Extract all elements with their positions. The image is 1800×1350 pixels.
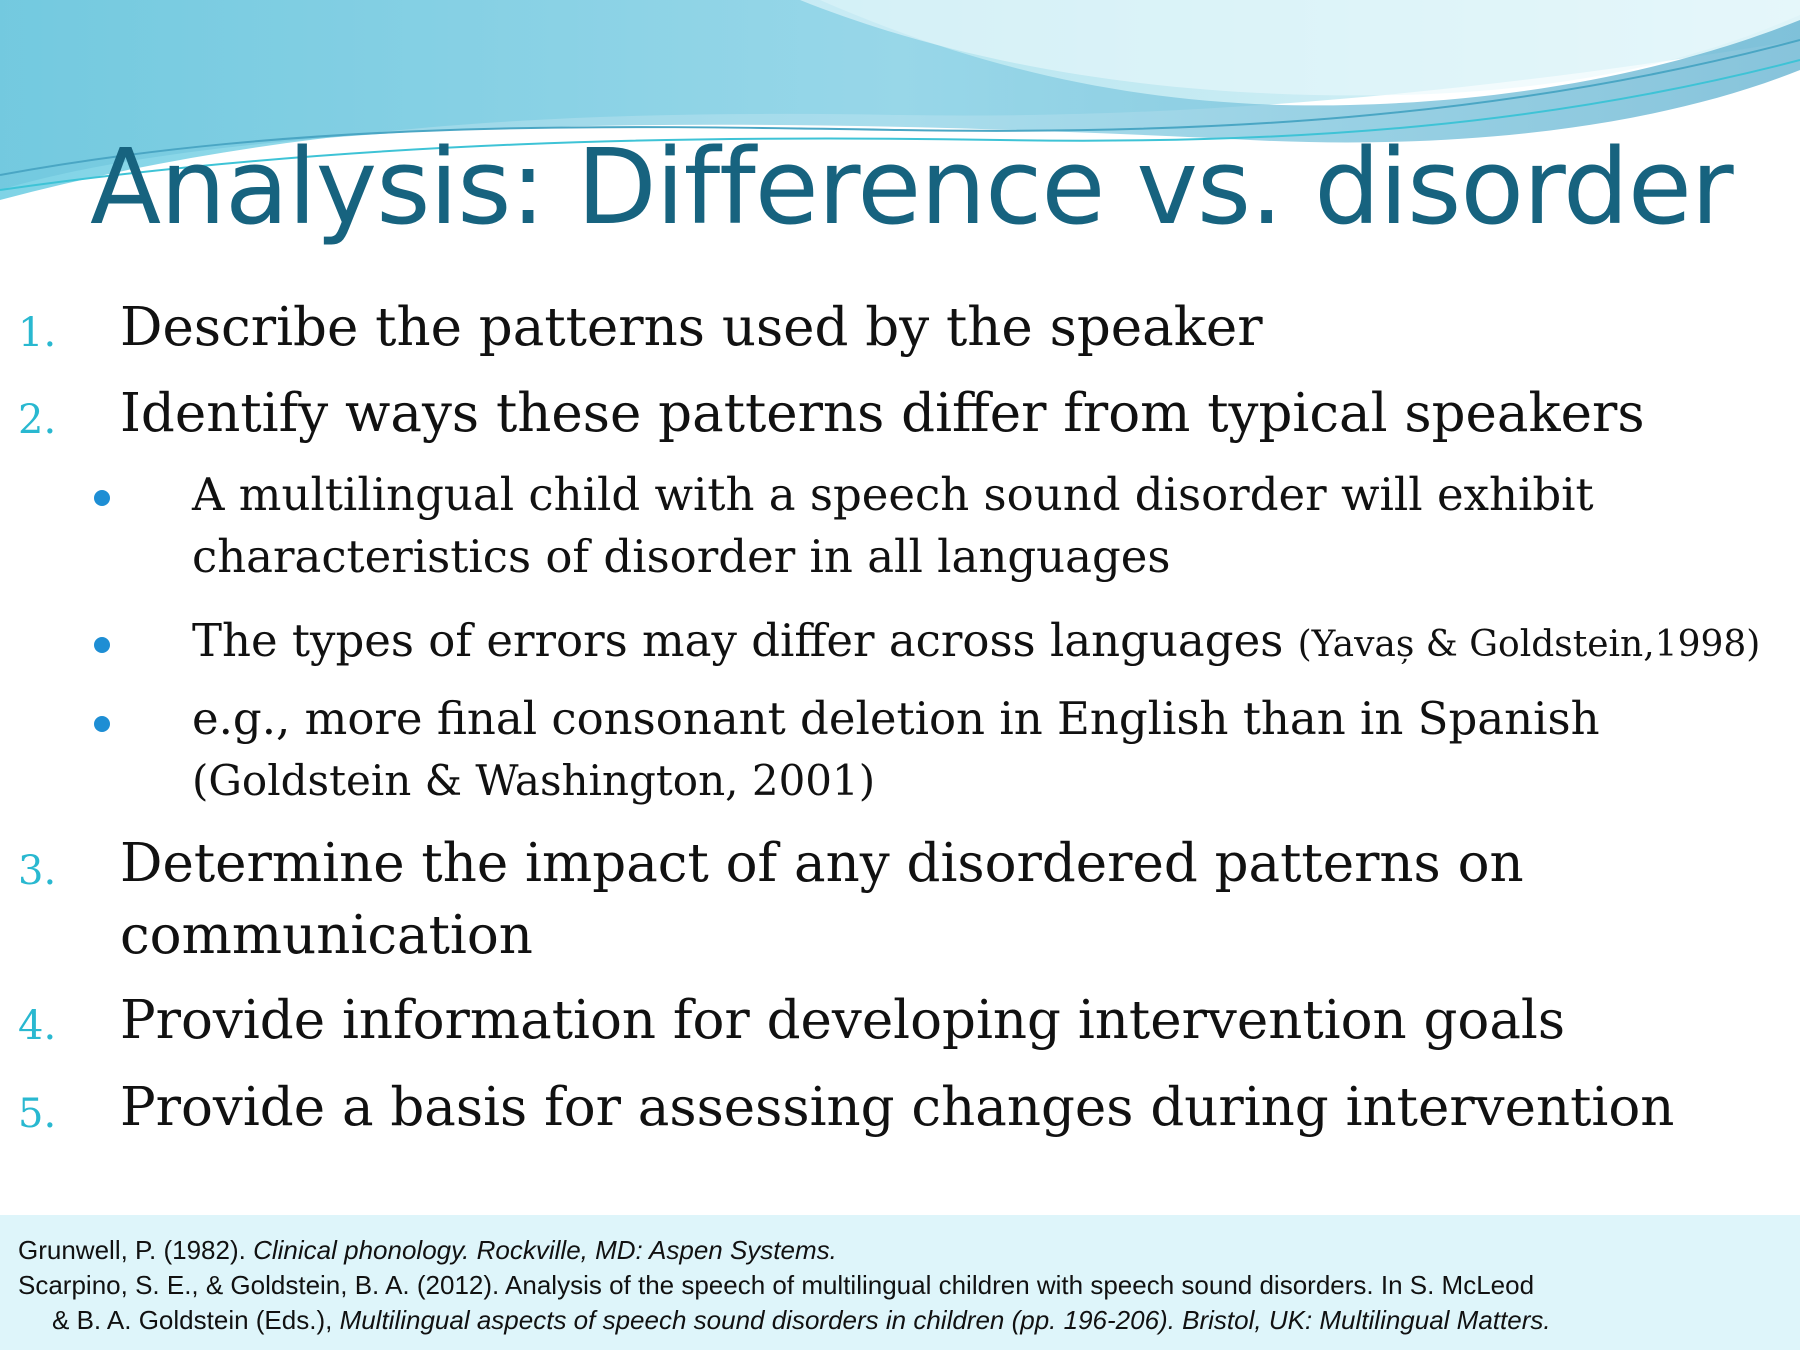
reference-italic: Clinical phonology. Rockville, MD: Aspen Systems. bbox=[253, 1235, 837, 1265]
references-band bbox=[0, 1215, 1800, 1350]
step-number: 5. bbox=[18, 1091, 57, 1137]
reference-text: Grunwell, P. (1982). bbox=[18, 1235, 254, 1265]
reference-scarpino bbox=[18, 1268, 1534, 1302]
citation: (Goldstein & Washington, 2001) bbox=[192, 756, 876, 805]
reference-text: & B. A. Goldstein (Eds.), bbox=[52, 1305, 340, 1335]
step-number: 4. bbox=[18, 1003, 57, 1049]
step-text: Provide a basis for assessing changes during intervention bbox=[120, 1077, 1675, 1138]
reference-italic: Multilingual aspects of speech sound disorders in children (pp. 196-206). Bristol, UK: Multilingual Matters. bbox=[339, 1305, 1551, 1335]
step-number: 2. bbox=[18, 397, 57, 443]
sub-bullet-body: e.g., more final consonant deletion in English than in Spanish bbox=[192, 692, 1600, 745]
sub-bullet-body: The types of errors may differ across languages bbox=[192, 614, 1284, 667]
reference-grunwell bbox=[18, 1233, 837, 1267]
sub-bullet-text bbox=[192, 688, 1782, 812]
reference-scarpino-continuation bbox=[52, 1303, 1551, 1337]
sub-bullet-text bbox=[192, 610, 1782, 676]
bullet-dot-icon bbox=[94, 716, 110, 732]
step-number: 1. bbox=[18, 310, 57, 356]
sub-bullet-text bbox=[192, 464, 1782, 588]
step-number: 3. bbox=[18, 848, 57, 894]
step-text: Identify ways these patterns differ from typical speakers bbox=[120, 383, 1645, 444]
citation: (Yavaș & Goldstein,1998) bbox=[1297, 624, 1761, 665]
sub-bullet-body: A multilingual child with a speech sound disorder will exhibit characteristics of disorder in all languages bbox=[192, 468, 1594, 583]
slide-title: Analysis: Difference vs. disorder bbox=[90, 126, 1733, 248]
step-text: Describe the patterns used by the speaker bbox=[120, 297, 1263, 358]
reference-text: Scarpino, S. E., & Goldstein, B. A. (2012). Analysis of the speech of multilingual children with speech sound disorders. In S. McLeod bbox=[18, 1270, 1535, 1300]
bullet-dot-icon bbox=[94, 637, 110, 653]
step-text: Provide information for developing intervention goals bbox=[120, 990, 1566, 1051]
bullet-dot-icon bbox=[94, 490, 110, 506]
step-text: Determine the impact of any disordered patterns on communication bbox=[120, 833, 1524, 966]
